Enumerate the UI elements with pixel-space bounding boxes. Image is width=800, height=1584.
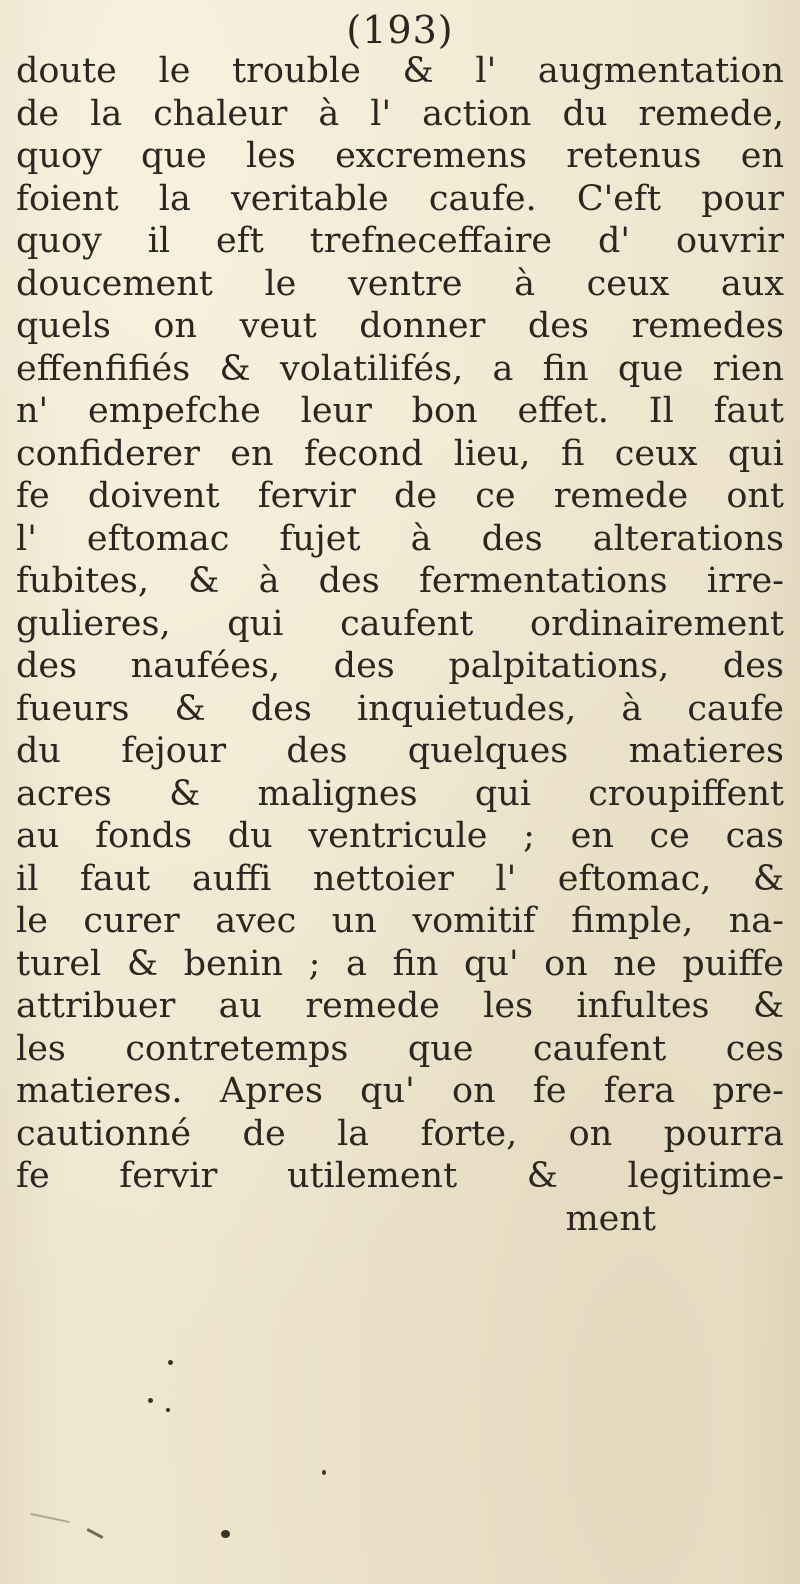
text-line: des naufées, des palpitations, des: [16, 646, 784, 686]
ink-speck: [30, 1513, 70, 1523]
text-line: quoy il eft trefneceffaire d' ouvrir: [16, 221, 784, 261]
text-line: quels on veut donner des remedes: [16, 306, 784, 346]
text-line: confiderer en fecond lieu, fi ceux qui: [16, 433, 784, 474]
ink-speck: [221, 1530, 230, 1538]
text-line: effenfifiés & volatilifés, a fin que rien: [16, 348, 784, 389]
text-line: fe doivent fervir de ce remede ont: [16, 476, 784, 516]
catchword: ment: [565, 1198, 656, 1239]
text-line: gulieres, qui caufent ordinairement: [16, 603, 784, 644]
text-line: fueurs & des inquietudes, à caufe: [16, 688, 784, 729]
text-line: il faut auffi nettoier l' eftomac, &: [16, 858, 784, 899]
page-number: (193): [346, 8, 454, 52]
text-line: le curer avec un vomitif fimple, na-: [16, 901, 784, 941]
text-line: cautionné de la forte, on pourra: [16, 1113, 784, 1154]
ink-speck: [168, 1360, 173, 1365]
text-line: acres & malignes qui croupiffent: [16, 773, 784, 814]
ink-speck: [86, 1528, 103, 1539]
text-line: quoy que les excremens retenus en: [16, 136, 784, 176]
text-line: matieres. Apres qu' on fe fera pre-: [16, 1071, 784, 1111]
ink-speck: [148, 1398, 153, 1403]
text-line: l' eftomac fujet à des alterations: [16, 518, 784, 559]
text-line: doute le trouble & l' augmentation: [16, 51, 784, 91]
text-line: les contretemps que caufent ces: [16, 1028, 784, 1069]
text-line: fe fervir utilement & legitime-: [16, 1156, 784, 1196]
text-line: turel & benin ; a fin qu' on ne puiffe: [16, 943, 784, 984]
text-line: attribuer au remede les infultes &: [16, 986, 784, 1026]
text-line: n' empefche leur bon effet. Il faut: [16, 391, 784, 431]
text-line: du fejour des quelques matieres: [16, 731, 784, 771]
ink-speck: [166, 1408, 170, 1412]
text-line: de la chaleur à l' action du remede,: [16, 93, 784, 134]
text-line: foient la veritable caufe. C'eft pour: [16, 178, 784, 219]
body-text: [16, 50, 784, 1240]
text-line: fubites, & à des fermentations irre-: [16, 561, 784, 601]
text-line: au fonds du ventricule ; en ce cas: [16, 816, 784, 856]
text-line: doucement le ventre à ceux aux: [16, 263, 784, 304]
ink-speck: [322, 1470, 326, 1475]
